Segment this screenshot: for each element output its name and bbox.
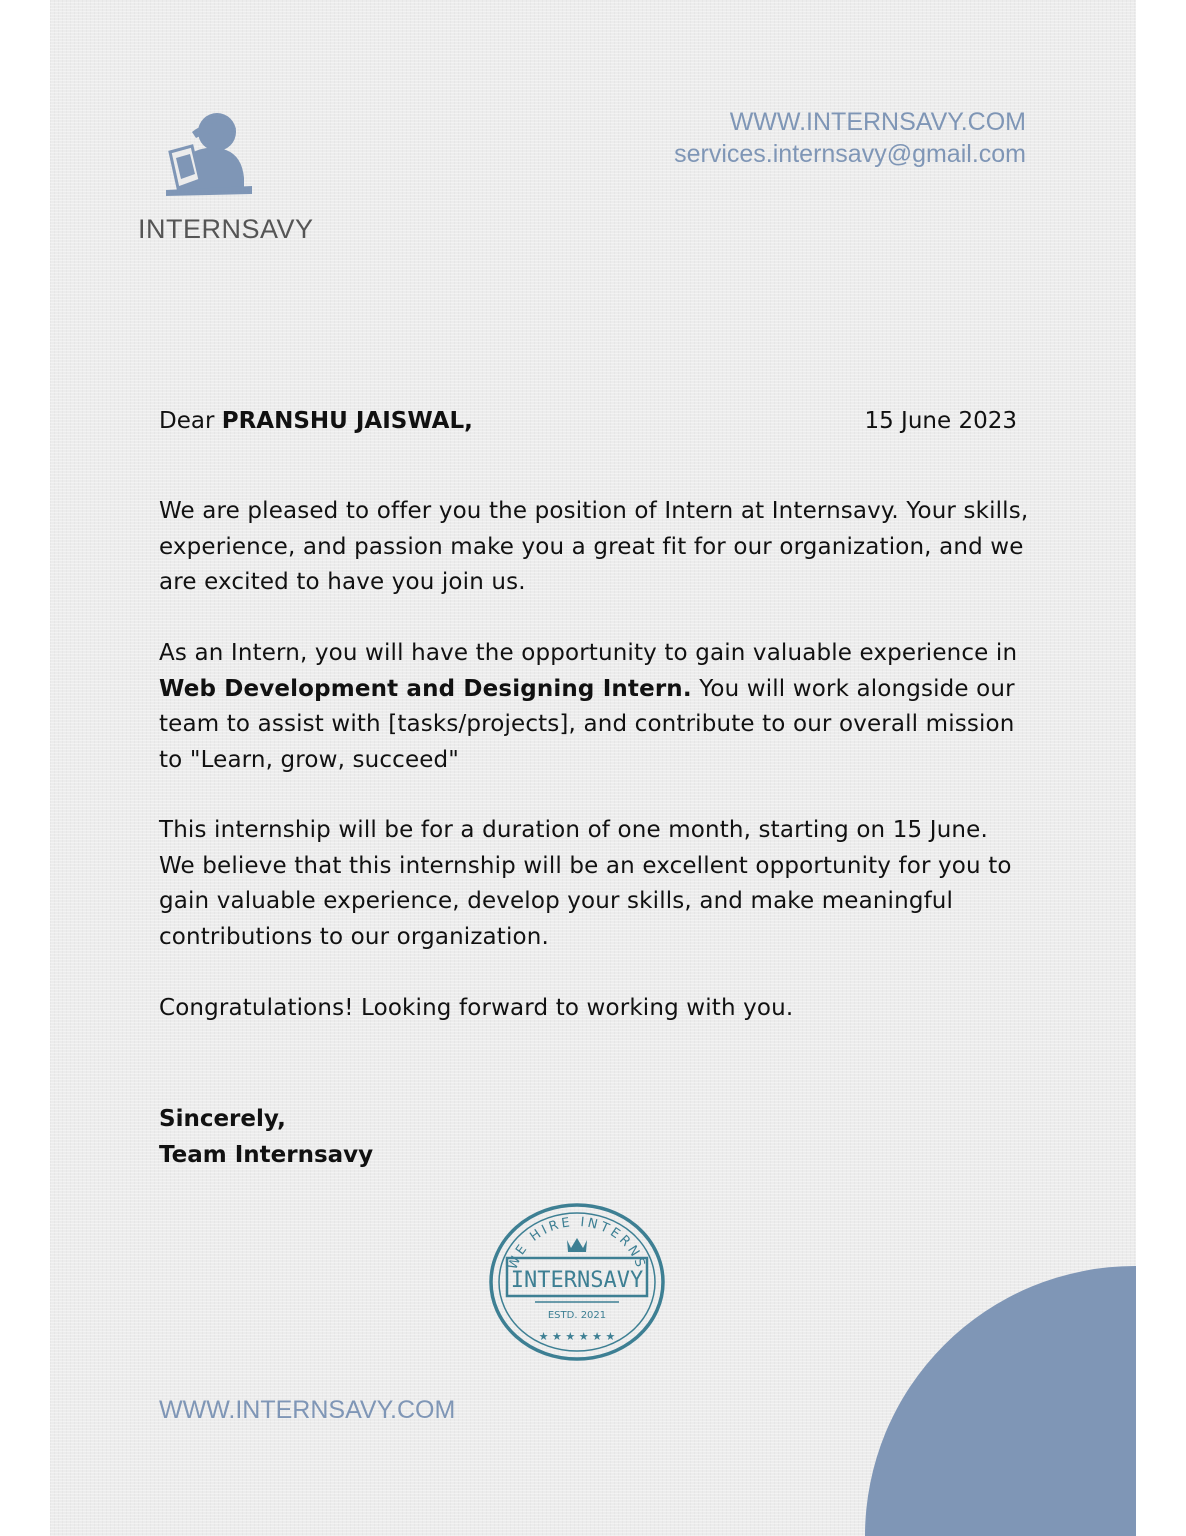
paragraph-role-detail: You will work alongside our team to assist with [tasks/projects], and contribute to our overall mission to "Learn, grow, succeed" — [159, 675, 1015, 773]
paragraph-role-intro: As an Intern, you will have the opportunity to gain valuable experience in — [159, 640, 1018, 666]
letter-date: 15 June 2023 — [864, 408, 1017, 434]
logo-text: INTERNSAVY — [138, 214, 314, 244]
letter-page — [50, 0, 1136, 1536]
stamp-name: INTERNSAVY — [510, 1268, 644, 1293]
decorative-corner-circle — [865, 1266, 1136, 1536]
reading-person-icon — [162, 108, 254, 200]
crown-icon — [567, 1238, 587, 1252]
paragraph-duration: This internship will be for a duration of one month, starting on 15 June. We believe that this internship will be an excellent opportunity for you to gain valuable experience, develop your skills, and make meaningful contributions to our organization. — [159, 817, 1012, 950]
paragraph-role — [159, 636, 1029, 778]
header-email[interactable]: services.internsavy@gmail.com — [674, 140, 1026, 168]
recipient-name: PRANSHU JAISWAL, — [221, 408, 473, 434]
header-website[interactable]: WWW.INTERNSAVY.COM — [729, 108, 1026, 136]
stamp-stars-icon: ★ ★ ★ ★ ★ ★ — [538, 1330, 616, 1343]
signoff — [159, 1102, 1029, 1173]
role-title: Web Development and Designing Intern. — [159, 675, 692, 702]
paragraph-offer: We are pleased to offer you the position of Intern at Internsavy. Your skills, experience, and passion make you a great fit for our organization, and we are excited to have you join us. — [159, 498, 1029, 595]
greeting-row — [159, 408, 1017, 434]
closing: Sincerely, — [159, 1106, 286, 1132]
signature: Team Internsavy — [159, 1141, 374, 1168]
greeting — [159, 408, 473, 434]
stamp-established: ESTD. 2021 — [547, 1310, 607, 1321]
paragraph-congrats: Congratulations! Looking forward to working with you. — [159, 995, 794, 1021]
header-contact — [674, 106, 1026, 170]
company-stamp — [489, 1202, 665, 1362]
salutation: Dear — [159, 408, 215, 434]
stamp-arc-text: WE HIRE INTERNS — [505, 1215, 649, 1272]
footer-website[interactable]: WWW.INTERNSAVY.COM — [159, 1396, 456, 1424]
